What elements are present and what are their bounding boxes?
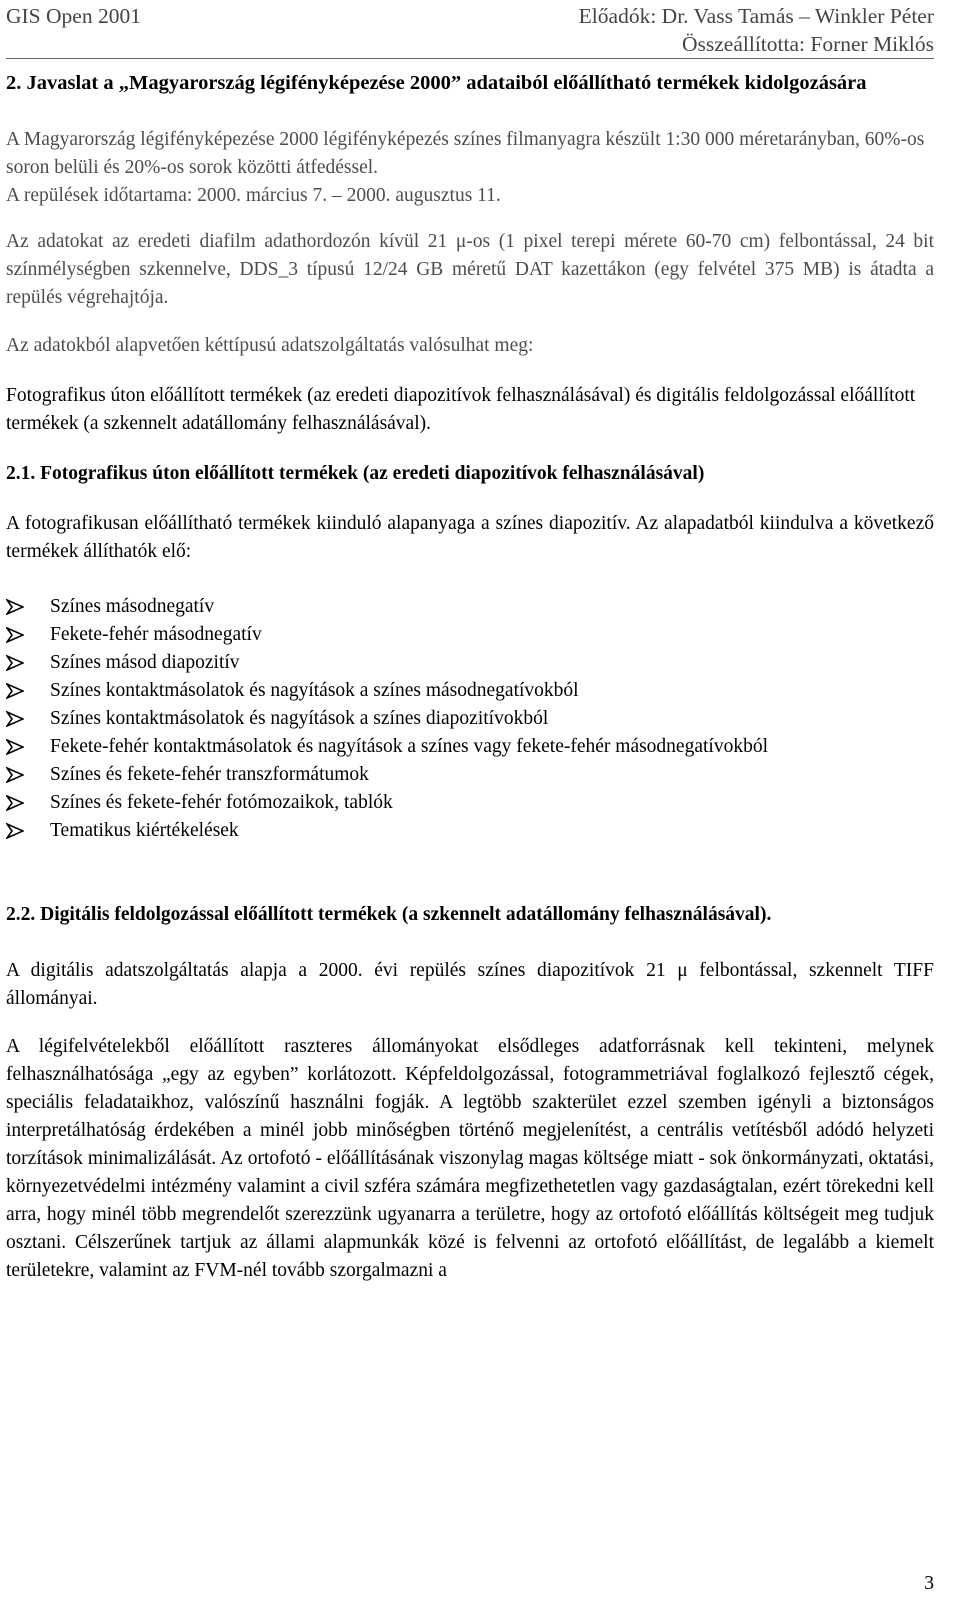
paragraph-raster-usage: A légifelvételekből előállított raszteres állományokat elsődleges adatforrásnak kell tekinteni, melynek felhasználhatósága „egy az egyben” korlátozott. Képfeldolgozással, fotogrammetriával foglalkozó fejlesztő cégek, speciális feladataikhoz, valószínű használni fogják. A legtöbb szakterület ezzel szemben igényli a biztonságos interpretálhatóság érdekében a minél jobb minőségben történő megjelenítést, a centrális vetítésből adódó helyzeti torzítások minimalizálását. Az ortofotó - előállításának viszonylag magas költsége miatt - sok önkormányzati, oktatási, környezetvédelmi intézmény valamint a civil szféra számára megfizethetetlen vagy gazdaságtalan, ezért törekedni kell arra, hogy minél több megrendelőt szerezzünk ugyanarra a területre, hogy az ortofotó előállítás költségeit meg tudjuk osztani. Célszerűnek tartjuk az állami alapmunkák közé is felvenni az ortofotó előállítást, de legalább a kiemelt területekre, valamint az FVM-nél tovább szorgalmazni a: [6, 1036, 934, 1281]
arrow-bullet-icon: [6, 823, 24, 839]
header-presenters: Előadók: Dr. Vass Tamás – Winkler Péter: [578, 4, 934, 28]
paragraph-services: Az adatokból alapvetően kéttípusú adatszolgáltatás valósulhat meg:: [6, 335, 534, 356]
product-list: [6, 593, 934, 845]
list-item: [6, 705, 934, 733]
list-item: [6, 817, 934, 845]
list-item: [6, 621, 934, 649]
arrow-bullet-icon: [6, 683, 24, 699]
arrow-bullet-icon: [6, 655, 24, 671]
list-item: [6, 593, 934, 621]
list-item: [6, 761, 934, 789]
list-item-text: Fekete-fehér másodnegatív: [50, 624, 262, 645]
list-item: [6, 649, 934, 677]
list-item-text: Színes és fekete-fehér transzformátumok: [50, 764, 369, 785]
arrow-bullet-icon: [6, 599, 24, 615]
list-item: [6, 733, 934, 761]
list-item-text: Fekete-fehér kontaktmásolatok és nagyítások a színes vagy fekete-fehér másodnegatívokból: [50, 736, 768, 757]
paragraph-digital-basis: A digitális adatszolgáltatás alapja a 2000. évi repülés színes diapozitívok 21 μ felbontással, szkennelt TIFF állományai.: [6, 960, 934, 1009]
list-item-text: Színes és fekete-fehér fotómozaikok, tablók: [50, 792, 393, 813]
paragraph-product-types: Fotografikus úton előállított termékek (az eredeti diapozitívok felhasználásával) és digitális feldolgozással előállított termékek (a szkennelt adatállomány felhasználásával).: [6, 385, 916, 434]
document-body: [6, 68, 934, 1285]
arrow-bullet-icon: [6, 767, 24, 783]
list-item-text: Színes kontaktmásolatok és nagyítások a színes diapozitívokból: [50, 708, 549, 729]
list-item: [6, 677, 934, 705]
arrow-bullet-icon: [6, 627, 24, 643]
list-item-text: Színes kontaktmásolatok és nagyítások a színes másodnegatívokból: [50, 680, 579, 701]
arrow-bullet-icon: [6, 711, 24, 727]
section-title: 2. Javaslat a „Magyarország légifényképezése 2000” adataiból előállítható termékek kidolgozására: [6, 72, 867, 94]
header-compiler: Összeállította: Forner Miklós: [682, 32, 934, 56]
list-item: [6, 789, 934, 817]
paragraph-film: A Magyarország légifényképezése 2000 légifényképezés színes filmanyagra készült 1:30 000 méretarányban, 60%-os soron belüli és 20%-os sorok közötti átfedéssel.: [6, 129, 925, 178]
page-header: [6, 2, 934, 56]
paragraph-flight-dates: A repülések időtartama: 2000. március 7. – 2000. augusztus 11.: [6, 185, 501, 206]
list-item-text: Színes másodnegatív: [50, 596, 215, 617]
list-item-text: Színes másod diapozitív: [50, 652, 240, 673]
header-authors: [579, 2, 934, 58]
subsection-title-digital: 2.2. Digitális feldolgozással előállított termékek (a szkennelt adatállomány felhasználásával).: [6, 904, 772, 925]
paragraph-photo-intro: A fotografikusan előállítható termékek kiinduló alapanyaga a színes diapozitív. Az alapadatból kiindulva a következő termékek állíthatók elő:: [6, 513, 934, 562]
subsection-title-photographic: 2.1. Fotografikus úton előállított termékek (az eredeti diapozitívok felhasználásával): [6, 463, 705, 484]
page-number: 3: [924, 1573, 934, 1594]
header-conference: GIS Open 2001: [6, 4, 141, 28]
header-rule: [6, 58, 934, 59]
arrow-bullet-icon: [6, 795, 24, 811]
arrow-bullet-icon: [6, 739, 24, 755]
list-item-text: Tematikus kiértékelések: [50, 820, 239, 841]
paragraph-scanning: Az adatokat az eredeti diafilm adathordozón kívül 21 μ-os (1 pixel terepi mérete 60-70 cm) felbontással, 24 bit színmélységben szkennelve, DDS_3 típusú 12/24 GB méretű DAT kazettákon (egy felvétel 375 MB) is átadta a repülés végrehajtója.: [6, 231, 934, 308]
